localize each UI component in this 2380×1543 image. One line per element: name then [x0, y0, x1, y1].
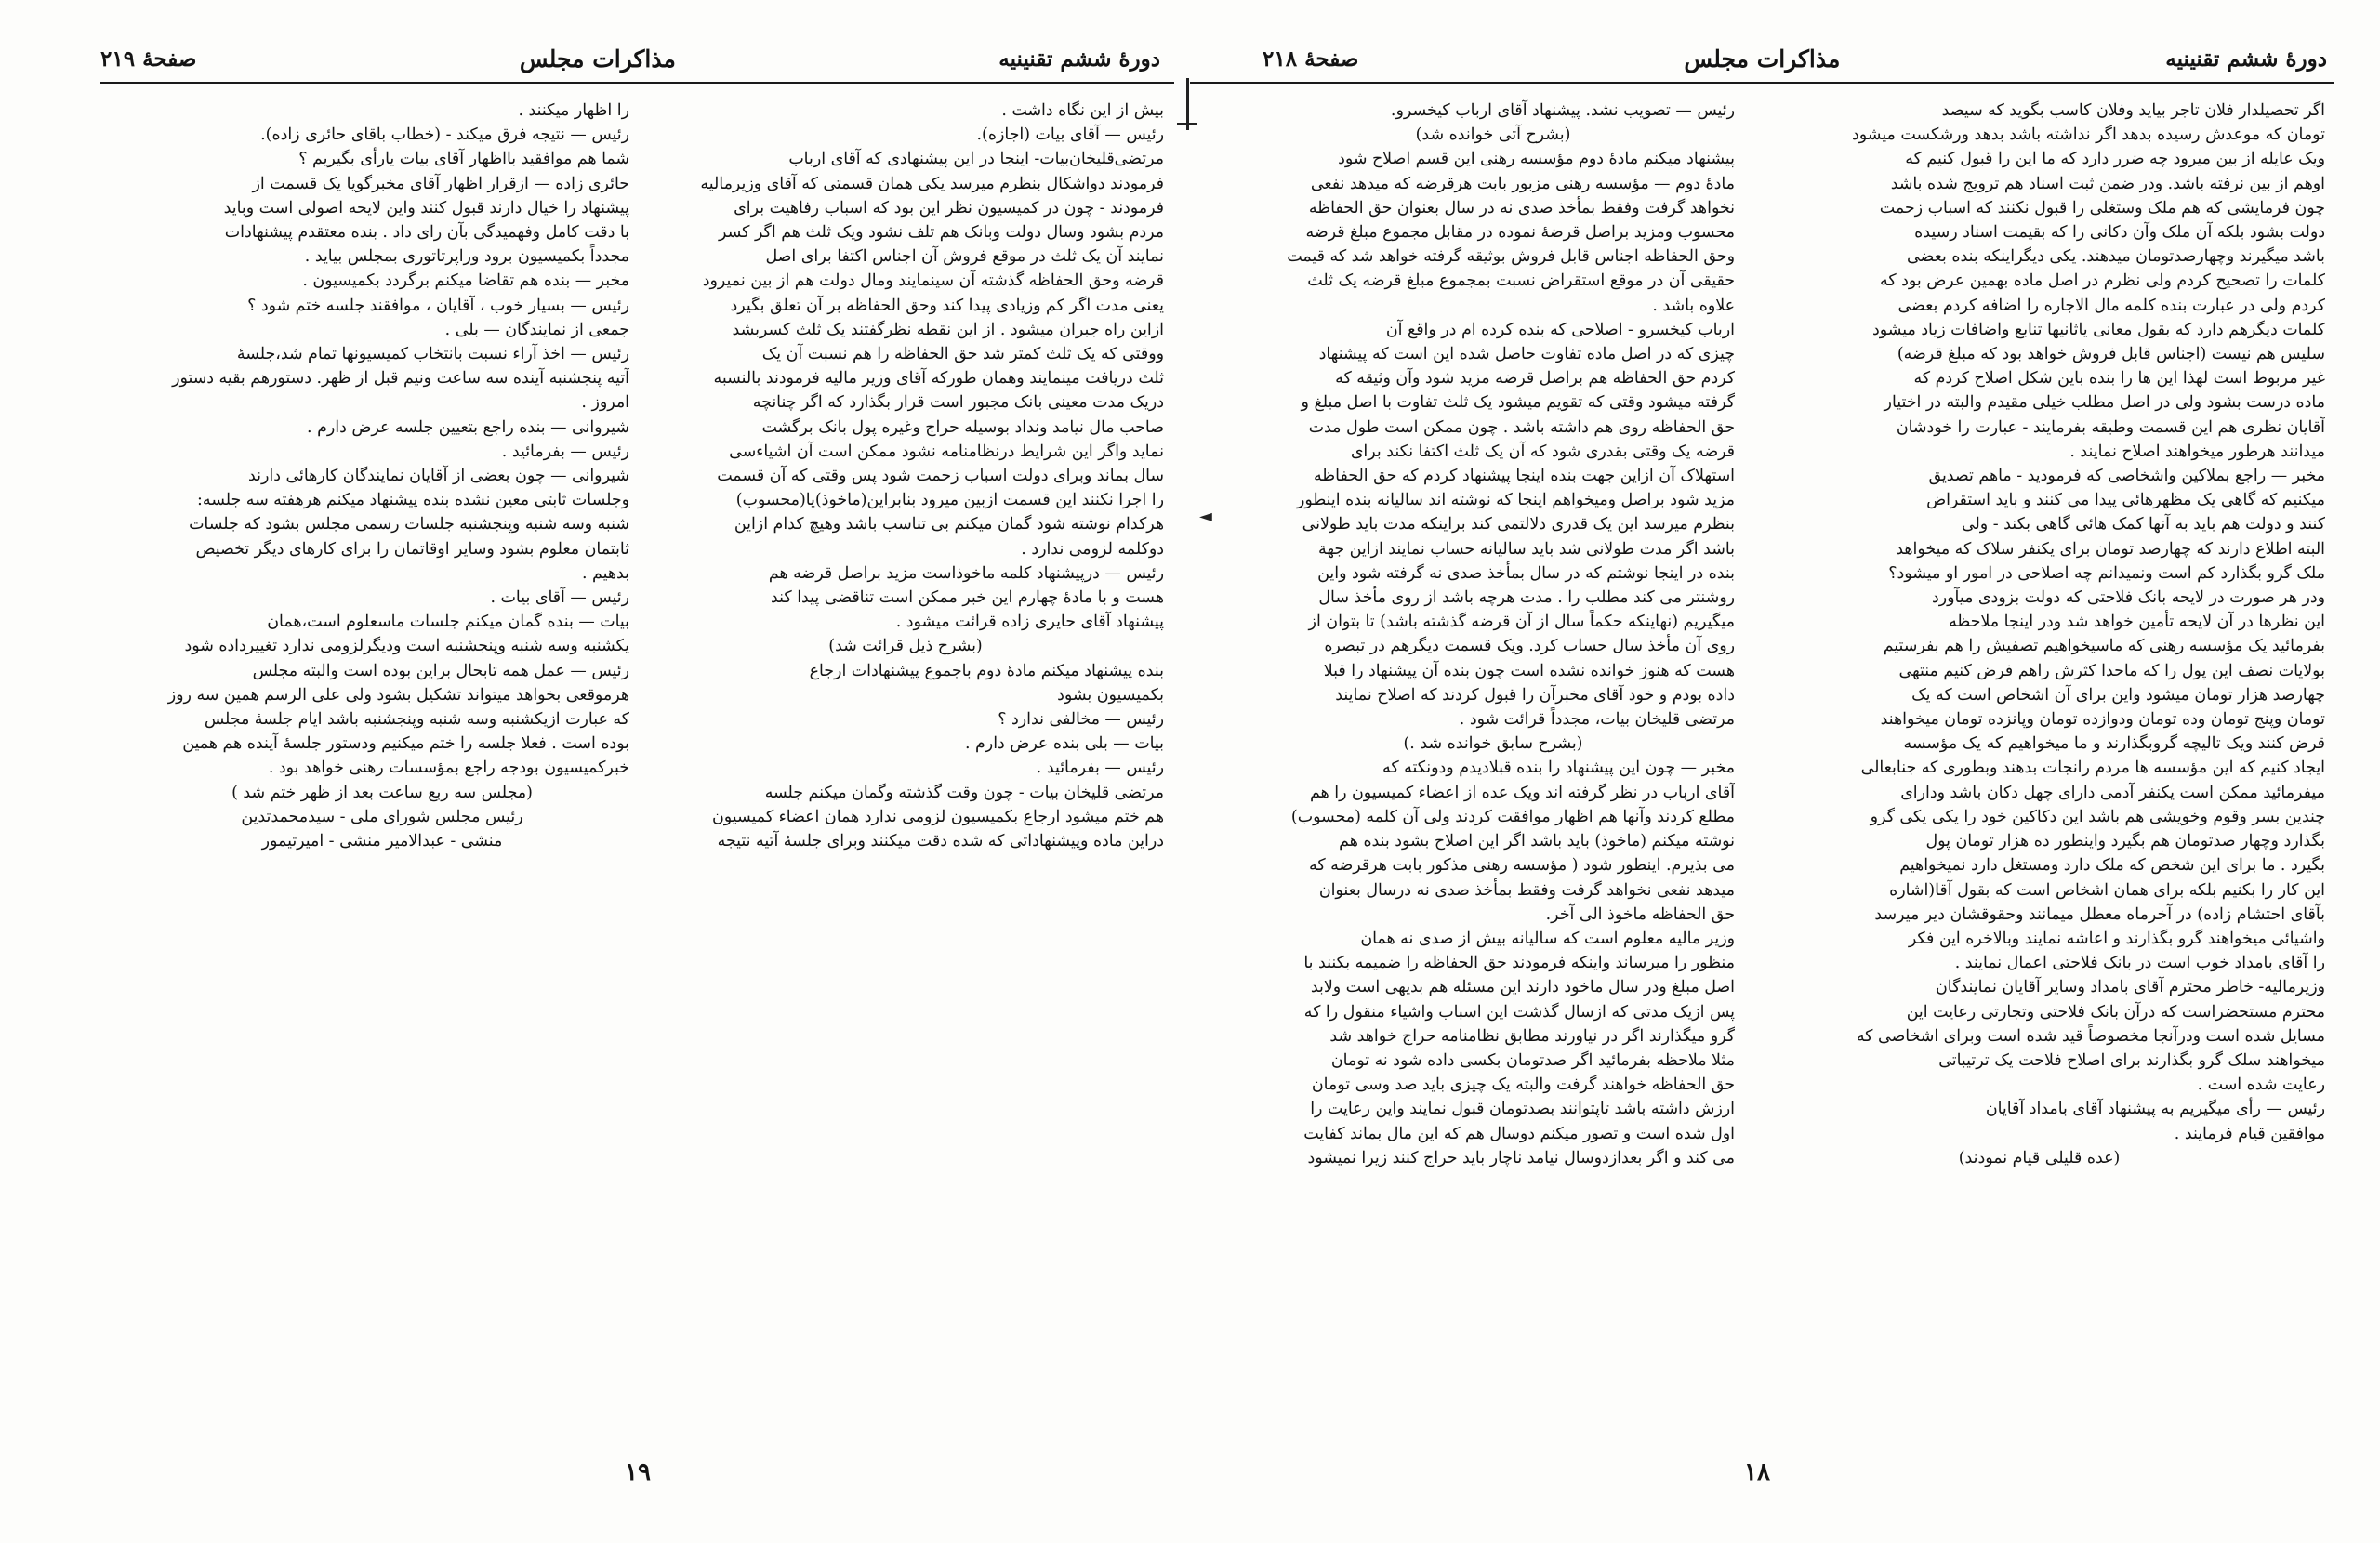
- text-line: وزیرمالیه- خاطر محترم آقای بامداد وسایر آقایان نمایندگان: [1936, 978, 2325, 997]
- text-line: مطلع کردند وآنها هم اظهار موافقت کردند ولی آن کلمه (محسوب): [1290, 807, 1735, 826]
- text-line: حق الحفاظه روی هم داشته باشد . چون ممکن است طول مدت: [1308, 417, 1735, 437]
- text-line: مخبر — بنده هم تقاضا میکنم برگردد بکمیسیون .: [302, 271, 629, 291]
- text-line: (بشرح آتی خوانده شد): [1415, 125, 1571, 145]
- header-page-label: صفحهٔ ۲۱۸: [1263, 46, 1359, 72]
- text-line: البته اطلاع دارند که چهارصد تومان برای یکنفر سلاک که میخواهد: [1896, 539, 2325, 559]
- text-line: کنند و دولت هم باید به آنها کمک هائی گاهی بکند - ولی: [1962, 515, 2325, 534]
- text-line: بکمیسیون بشود: [1057, 685, 1164, 705]
- text-line: قرضه یک وقتی بقدری شود که آن یک ثلث اکتفا نکند برای: [1350, 442, 1735, 461]
- text-line: میدهد نفعی نخواهد گرفت وفقط بمأخذ صدی نه درسال بعنوان: [1318, 880, 1735, 900]
- text-line: ایجاد کنیم که این مؤسسه ها مردم رانجات بدهند وبطوری که جنابعالی: [1860, 758, 2325, 778]
- text-line: هرموقعی بخواهد میتواند تشکیل بشود ولی علی الرسم همین سه روز: [167, 685, 629, 705]
- text-line: رئیس — بفرمائید .: [1036, 758, 1164, 778]
- text-line: باشد میگیرند وچهارصدتومان میدهند. یکی دیگراینکه بنده بعضی: [1907, 247, 2325, 267]
- text-line: مجدداً بکمیسیون برود وراپرتاتوری بمجلس بیاید .: [304, 247, 629, 267]
- text-line: گرو میگذارند اگر در نیاورند مطابق نظامنامه حراج خواهد شد: [1329, 1026, 1735, 1046]
- text-line: هرکدام نوشته شود گمان میکنم بی تناسب باشد وهیچ کدام ازاین: [734, 515, 1164, 534]
- text-line: ثلث دریافت مینمایند وهمان طورکه آقای وزیر مالیه فرمودند بالنسبه: [713, 369, 1164, 389]
- text-line: روشنتر می کند مطلب را . مدت هرچه باشد از روی مأخذ سال: [1318, 588, 1735, 608]
- text-line: شیروانی — بنده راجع بتعیین جلسه عرض دارم .: [307, 417, 629, 437]
- text-line: پیشنهاد آقای حایری زاده قرائت میشود .: [895, 613, 1164, 632]
- text-line: این نظرها در آن لایحه تأمین خواهد شد ودر اینجا ملاحظه: [1949, 613, 2325, 632]
- text-line: مخبر — چون این پیشنهاد را بنده قبلادیدم ودونکته که: [1382, 758, 1735, 778]
- page-header: [100, 37, 1160, 80]
- text-line: یکشنبه وسه شنبه وپنجشنبه است ودیگرلزومی ندارد تغییرداده شود: [184, 637, 629, 656]
- text-line: چون فرمایشی که هم ملک وستغلی را قبول نکنند که اسباب زحمت: [1879, 198, 2325, 218]
- text-line: می کند و اگر بعدازدوسال نیامد ناچار باید حراج کنند زیرا نمیشود: [1307, 1148, 1735, 1167]
- text-line: نخواهد گرفت وفقط بمأخذ صدی نه در سال بعنوان حق الحفاظه: [1308, 198, 1735, 218]
- text-line: مادهٔ دوم — مؤسسه رهنی مزبور بابت هرقرضه که میدهد نفعی: [1310, 174, 1735, 193]
- text-line: بوده است . فعلا جلسه را ختم میکنیم ودستور جلسهٔ آینده هم همین: [182, 734, 629, 754]
- text-line: ماده درست بشود ولی در اصل مطلب خیلی مقیدم والبته در اختیار: [1884, 393, 2325, 413]
- page-number: ۱۹: [625, 1458, 651, 1486]
- header-rule: [100, 82, 1174, 84]
- text-line: میخواهند سلک گرو بگذارند برای اصلاح فلاحت یک ترتیباتی: [1938, 1050, 2325, 1070]
- text-line: موافقین قیام فرمایند .: [2174, 1124, 2325, 1143]
- gutter-mark: [1177, 123, 1197, 125]
- text-line: بنده در اینجا نوشتم که در سال بمأخذ صدی نه گرفته شود واین: [1317, 563, 1735, 583]
- text-line: کردم ولی در عبارت بنده کلمه مال الاجاره را اضافه کردم بعضی: [1897, 296, 2325, 315]
- text-line: پیشنهاد میکنم مادهٔ دوم مؤسسه رهنی این قسم اصلاح شود: [1338, 150, 1735, 169]
- text-line: می بذیرم. اینطور شود ( مؤسسه رهنی مذکور بابت هرقرضه که: [1309, 856, 1735, 876]
- text-line: این کار را بکنیم بلکه برای همان اشخاص است که بقول آقا(اشاره: [1889, 880, 2325, 900]
- text-line: (عده قلیلی قیام نمودند): [1958, 1148, 2121, 1167]
- text-line: گرفته میشود وقتی که تقویم میشود یک ثلث تفاوت با اصل مبلغ و: [1301, 393, 1735, 413]
- text-line: حائری زاده — ازقرار اظهار آقای مخبرگویا یک قسمت از: [252, 174, 629, 193]
- header-title: مذاکرات مجلس: [519, 45, 676, 73]
- text-line: سال بماند وبرای دولت اسباب زحمت شود پس وقتی که آن قسمت: [717, 467, 1164, 486]
- text-line: مثلا ملاحظه بفرمائید اگر صدتومان بکسی داده شود نه تومان: [1330, 1050, 1735, 1070]
- text-line: ووقتی که یک ثلث کمتر شد حق الحفاظه را هم نسبت آن یک: [761, 345, 1164, 364]
- text-line: میدانند هرطور میخواهند اصلاح نمایند .: [2069, 442, 2325, 461]
- text-line: چیزی که در اصل ماده تفاوت حاصل شده این است که پیشنهاد: [1318, 345, 1735, 364]
- text-line: هم ختم میشود ارجاع بکمیسیون لزومی ندارد همان اعضاء کمیسیون: [712, 807, 1164, 826]
- left-page: [0, 0, 1181, 1543]
- text-line: حق الحفاظه خواهند گرفت والبته یک چیزی باید صد وسی تومان: [1311, 1075, 1735, 1095]
- signature-line: منشی - عبدالامیر منشی - امیرتیمور: [261, 832, 503, 851]
- text-line: رئیس — اخذ آراء نسبت بانتخاب کمیسیونها تمام شد،جلسهٔ: [236, 345, 629, 364]
- text-line: جمعی از نمایندگان — بلی .: [444, 320, 629, 339]
- text-line: حقیقی آن در موقع استقراض نسبت بمجموع مبلغ قرضه یک ثلث: [1307, 271, 1735, 291]
- text-line: تومان که موعدش رسیده بدهد اگر نداشته باشد بدهد ورشکست میشود: [1852, 125, 2325, 145]
- header-session: دورهٔ ششم تقنینیه: [998, 46, 1160, 72]
- text-line: بفرمائید یک مؤسسه رهنی که ماسیخواهیم تصفیش را هم بفرستیم: [1883, 637, 2325, 656]
- text-column-right: [1753, 99, 2325, 1170]
- text-line: پس ازیک مدتی که ازسال گذشت این اسباب واشیاء منقول را که: [1303, 1002, 1735, 1022]
- text-line: وزیر مالیه معلوم است که سالیانه بیش از صدی نه همان: [1360, 929, 1735, 948]
- text-line: ازاین راه جبران میشود . از این نقطه نظرگفتند یک ثلث کسربشد: [732, 320, 1164, 339]
- text-column-left: [1251, 99, 1735, 1170]
- text-line: هست و با مادهٔ چهارم این خبر ممکن است تناقضی پیدا کند: [771, 588, 1164, 608]
- text-line: کردم حق الحفاظه هم براصل قرضه مزید شود وآن وثیقه که: [1335, 369, 1735, 389]
- page-number: ۱۸: [1744, 1458, 1770, 1486]
- text-line: سلیس هم نیست (اجناس قابل فروش خواهد بود که مبلغ قرضه): [1897, 345, 2325, 364]
- signature-line: رئیس مجلس شورای ملی - سیدمحمدتدین: [241, 807, 523, 826]
- text-line: بیات — بنده گمان میکنم جلسات ماسعلوم است،همان: [267, 613, 629, 632]
- text-line: مخبر — راجع بملاکین واشخاصی که فرمودید - ماهم تصدیق: [1928, 467, 2325, 486]
- text-column-left: [135, 99, 629, 853]
- text-line: را اظهار میکنند .: [518, 101, 629, 120]
- text-line: نمایند آن یک ثلث در موقع فروش آن اجناس اکتفا برای اصل: [765, 247, 1164, 267]
- text-line: اوهم از بین نرفته باشد. ودر ضمن ثبت اسناد هم ترویج شده باشد: [1890, 174, 2325, 193]
- text-line: رئیس — بسیار خوب ، آقایان ، موافقند جلسه ختم شود ؟: [247, 296, 629, 315]
- text-line: ارزش داشته باشد تاپتوانند بصدتومان قبول نمایند واین رعایت را: [1310, 1100, 1735, 1119]
- text-line: ثابتمان معلوم بشود وسایر اوقاتمان را برای کارهای دیگر تخصیص: [195, 539, 629, 559]
- text-line: منظور را میرساند واینکه فرمودند حق الحفاظه را ضمیمه بکنند با: [1303, 954, 1735, 973]
- text-line: بولایات نصف این پول را که ماحدا کثرش راهم فرض کنیم منتهی: [1898, 661, 2325, 680]
- text-line: وجلسات ثابتی معین نشده بنده پیشنهاد میکنم هرهفته سه جلسه:: [197, 491, 629, 510]
- text-line: رعایت شده است .: [2197, 1075, 2325, 1095]
- text-line: ودر هر صورت در لایحه بانک فلاحتی که دولت بزودی میآورد: [1932, 588, 2325, 608]
- text-line: با دقت کامل وفهمیدگی بآن رای داد . بنده معتقدم پیشنهادات: [224, 223, 629, 243]
- text-line: میگیریم (نهاینکه حکماً سال از آن قرضه گذشته باشد) تا بتوان از: [1308, 613, 1735, 632]
- text-line: کلمات دیگرهم دارد که بقول معانی یاثانیها تنابع واضافات زیاد میشود: [1871, 320, 2325, 339]
- text-line: چهارصد هزار تومان میشود واین برای آن اشخاص است که یک: [1911, 685, 2325, 705]
- text-line: مسایل شده است ودرآنجا مخصوصاً قید شده است وبرای اشخاصی که: [1856, 1026, 2325, 1046]
- header-title: مذاکرات مجلس: [1684, 45, 1841, 73]
- text-line: رئیس — تصویب نشد. پیشنهاد آقای ارباب کیخسرو.: [1390, 101, 1735, 120]
- text-line: فرمودند - چون در کمیسیون نظر این بود که اسباب رفاهیت برای: [734, 198, 1164, 218]
- text-line: حق الحفاظه ماخوذ الی آخر.: [1545, 904, 1735, 924]
- text-line: بدهیم .: [581, 563, 629, 583]
- header-page-label: صفحهٔ ۲۱۹: [100, 46, 197, 72]
- text-line: آقایان نظری هم این قسمت وطبقه بفرمایند - عبارت را خودشان: [1896, 417, 2325, 437]
- text-line: وحق الحفاظه اجناس قابل فروش بوثیقه گرفته خواهد شد که قیمت: [1287, 247, 1735, 267]
- text-line: شیروانی — چون بعضی از آقایان نمایندگان کارهائی دارند: [248, 467, 629, 486]
- text-line: بیش از این نگاه داشت .: [1001, 101, 1164, 120]
- text-line: که عبارت ازیکشنبه وسه شنبه وپنجشنبه باشد ایام جلسهٔ مجلس: [204, 710, 629, 730]
- header-rule: [1190, 82, 2334, 84]
- text-line: روی آن مأخذ سال حساب کرد. ویک قسمت دیگرهم در تبصره: [1324, 637, 1735, 656]
- text-line: غیر مربوط است لهذا این ها را بنده باین شکل اصلاح کردم که: [1913, 369, 2325, 389]
- text-line: مرتضی قلیخان بیات - چون وقت گذشته وگمان میکنم جلسه: [764, 783, 1164, 802]
- text-line: دولت بشود بلکه آن ملک وآن دکانی را که بقیمت اسناد رسیده: [1914, 223, 2325, 243]
- text-line: واشیائی میخواهند گرو بگذارند و اعاشه نمایند وبالاخره این فکر: [1908, 929, 2325, 948]
- text-line: تومان وپنج تومان وده تومان ودوازده تومان وپانزده تومان میخواهند: [1880, 710, 2325, 730]
- text-line: (بشرح سابق خوانده شد .): [1403, 734, 1583, 754]
- text-line: صاحب مال نیامد ونداد بوسیله حراج وغیره پول بانک برگشت: [761, 417, 1164, 437]
- text-line: یعنی مدت اگر کم وزیادی پیدا کند وحق الحفاظه بر آن تعلق بگیرد: [730, 296, 1164, 315]
- text-line: نوشته میکنم (ماخوذ) باید باشد اگر این اصلاح بشود بنده هم: [1339, 832, 1735, 851]
- text-line: بنده پیشنهاد میکنم مادهٔ دوم باجموع پیشنهادات ارجاع: [809, 661, 1164, 680]
- text-line: نماید واگر این شرایط درنظامنامه نشود ممکن است آن اشیاءسی: [729, 442, 1164, 461]
- text-line: داده بودم و خود آقای مخبرآن را قبول کردند که اصلاح نمایند: [1335, 685, 1735, 705]
- text-line: دراین ماده وپیشنهاداتی که شده دقت میکنند وبرای جلسهٔ آتیه نتیجه: [717, 832, 1164, 851]
- text-column-right: [647, 99, 1164, 853]
- text-line: اصل مبلغ ودر سال ماخوذ دارند این مسئله هم بدیهی است ولابد: [1310, 978, 1735, 997]
- text-line: شنبه وسه شنبه وپنجشنبه جلسات رسمی مجلس بشود که جلسات: [189, 515, 629, 534]
- text-line: رئیس — آقای بیات .: [490, 588, 629, 608]
- text-line: علاوه باشد .: [1652, 296, 1735, 315]
- right-page: [1181, 0, 2380, 1543]
- text-line: میکنیم که گاهی یک مظهرهائی پیدا می کنند و باید استقراض: [1926, 491, 2325, 510]
- text-line: (مجلس سه ربع ساعت بعد از ظهر ختم شد ): [231, 783, 533, 802]
- text-line: رئیس — بفرمائید .: [501, 442, 629, 461]
- text-line: پیشنهاد را خیال دارند قبول کنند واین لایحه اصولی است وباید: [223, 198, 629, 218]
- text-line: قرضه وحق الحفاظه گذشته آن سینمایند ومال دولت هم از بین نمیرود: [702, 271, 1164, 291]
- text-line: رئیس — مخالفی ندارد ؟: [998, 710, 1164, 730]
- text-line: مزید شود براصل ومیخواهم اینجا که نوشته اند سالیانه بنده اینطور: [1297, 491, 1735, 510]
- text-line: دوکلمه لزومی ندارد .: [1021, 539, 1164, 559]
- text-line: آقای ارباب در نظر گرفته اند ویک عده از اعضاء کمیسیون را هم: [1309, 783, 1735, 802]
- text-line: رئیس — رأی میگیریم به پیشنهاد آقای بامداد آقایان: [1985, 1100, 2325, 1119]
- text-line: هست که هنوز خوانده نشده است چون بنده آن پیشنهاد را قبلا: [1323, 661, 1735, 680]
- text-line: بآقای احتشام زاده) در آخرماه معطل میمانند وحقوقشان دیر میرسد: [1874, 904, 2325, 924]
- text-line: چندین بسر وقوم وخویشی هم باشد این دکاکین خود را یکی یکی گرو: [1870, 807, 2325, 826]
- header-session: دورهٔ ششم تقنینیه: [2165, 46, 2327, 72]
- text-line: مرتضی قلیخان بیات، مجدداً قرائت شود .: [1459, 710, 1735, 730]
- text-line: میفرمائید ممکن است یکنفر آدمی دارای چهل دکان باشد ودارای: [1900, 783, 2325, 802]
- text-line: باشد اگر مدت طولانی شد باید سالیانه حساب نمایند ازاین جهة: [1318, 539, 1735, 559]
- text-line: بگذارد وچهار صدتومان هم بگیرد واینطور ده هزار تومان پول: [1925, 832, 2325, 851]
- text-line: رئیس — عمل همه تابحال براین بوده است والبته مجلس: [252, 661, 629, 680]
- text-line: رئیس — درپیشنهاد کلمه ماخوذاست مزید براصل قرضه هم: [768, 563, 1164, 583]
- text-line: رئیس — نتیجه فرق میکند - (خطاب باقای حائری زاده).: [260, 125, 629, 145]
- text-line: (بشرح ذیل قرائت شد): [828, 637, 983, 656]
- text-line: را آقای بامداد خوب است در بانک فلاحتی اعمال نمایند .: [1954, 954, 2325, 973]
- text-line: آتیه پنجشنبه آینده سه ساعت ونیم قبل از ظهر. دستورهم بقیه دستور: [172, 369, 629, 389]
- text-line: کلمات را تصحیح کردم ولی نظرم در اصل ماده بهمین عرض بود که: [1880, 271, 2325, 291]
- text-line: استهلاک آن ازاین جهت بنده اینجا پیشنهاد کردم که حق الحفاظه: [1313, 467, 1735, 486]
- text-line: ارباب کیخسرو - اصلاحی که بنده کرده ام در واقع آن: [1385, 320, 1735, 339]
- text-line: قرض کنند ویک تالیچه گروبگذارند و ما میخواهیم که یک مؤسسه: [1903, 734, 2325, 754]
- text-line: بگیرد . ما برای این شخص که ملک دارد ومستغل دارد نمیخواهیم: [1899, 856, 2325, 876]
- text-line: مردم بشود وسال دولت وبانک هم تلف نشود ویک ثلث هم اگر کسر: [719, 223, 1164, 243]
- text-line: محسوب ومزید براصل قرضهٔ نموده در مقابل مجموع مبلغ قرضه: [1305, 223, 1735, 243]
- text-line: امروز .: [581, 393, 629, 413]
- text-line: فرمودند دواشکال بنظرم میرسد یکی همان قسمتی که آقای وزیرمالیه: [700, 174, 1164, 193]
- text-line: را اجرا نکنند این قسمت ازبین میرود بنابراین(ماخوذ)یا(محسوب): [735, 491, 1164, 510]
- text-line: اگر تحصیلدار فلان تاجر بیاید وفلان کاسب بگوید که سیصد: [1941, 101, 2325, 120]
- text-line: محترم مستحضراست که درآن بانک فلاحتی وتجارتی رعایت این: [1906, 1002, 2325, 1022]
- text-line: دریک مدت معینی بانک مجبور است قرار بگذارد که اگر چنانچه: [752, 393, 1164, 413]
- text-line: بیات — بلی بنده عرض دارم .: [964, 734, 1164, 754]
- text-line: بنظرم میرسد این یک قدری دلالتمی کند براینکه مدت باید طولانی: [1302, 515, 1735, 534]
- margin-mark: ◄: [1199, 507, 1212, 526]
- text-line: اول شده است و تصور میکنم دوسال هم که این مال بماند کفایت: [1303, 1124, 1735, 1143]
- text-line: مرتضی‌قلیخان‌بیات- اینجا در این پیشنهادی که آقای ارباب: [788, 150, 1164, 169]
- text-line: خبرکمیسیون بودجه راجع بمؤسسات رهنی خواهد بود .: [268, 758, 629, 778]
- text-line: ویک عایله از بین میرود چه ضرر دارد که ما این را قبول کنیم که: [1905, 150, 2325, 169]
- text-line: ملک گرو بگذارد کم است ونمیدانم چه اصلاحی در امور او میشود؟: [1888, 563, 2325, 583]
- text-line: رئیس — آقای بیات (اجازه).: [976, 125, 1164, 145]
- text-line: شما هم موافقید بااظهار آقای بیات یارأی بگیریم ؟: [298, 150, 629, 169]
- page-header: [1263, 37, 2327, 80]
